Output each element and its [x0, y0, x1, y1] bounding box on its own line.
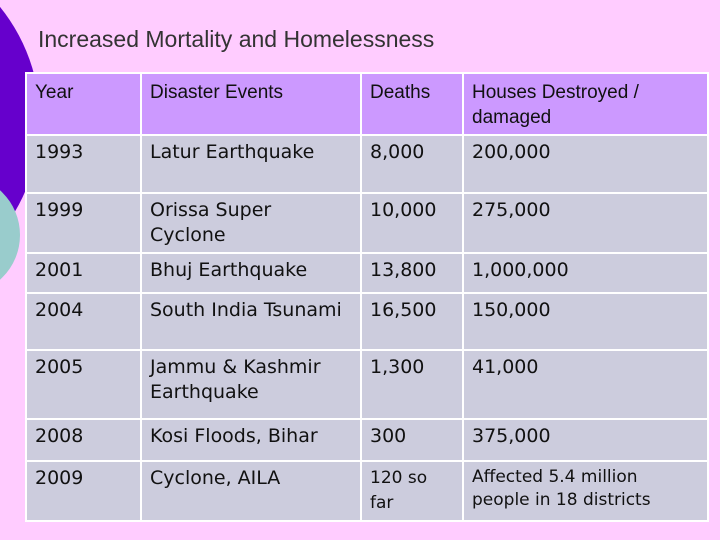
cell-event: South India Tsunami — [141, 293, 361, 350]
cell-year: 2008 — [26, 419, 141, 461]
cell-event: Jammu & Kashmir Earthquake — [141, 350, 361, 419]
cell-deaths: 13,800 — [361, 253, 463, 293]
header-deaths: Deaths — [361, 73, 463, 135]
cell-houses: 150,000 — [463, 293, 708, 350]
table-row — [26, 419, 708, 461]
header-year: Year — [26, 73, 141, 135]
header-houses: Houses Destroyed / damaged — [463, 73, 708, 135]
cell-year: 2001 — [26, 253, 141, 293]
page-title: Increased Mortality and Homelessness — [38, 26, 435, 52]
cell-year: 1993 — [26, 135, 141, 193]
table-row — [26, 350, 708, 419]
cell-houses: 41,000 — [463, 350, 708, 419]
table-row — [26, 293, 708, 350]
cell-deaths: 300 — [361, 419, 463, 461]
cell-deaths: 1,300 — [361, 350, 463, 419]
header-disaster-events: Disaster Events — [141, 73, 361, 135]
cell-deaths: 120 so far — [361, 461, 463, 521]
cell-event: Kosi Floods, Bihar — [141, 419, 361, 461]
cell-event: Latur Earthquake — [141, 135, 361, 193]
cell-year: 1999 — [26, 193, 141, 253]
cell-houses: 275,000 — [463, 193, 708, 253]
cell-event: Cyclone, AILA — [141, 461, 361, 521]
cell-year: 2009 — [26, 461, 141, 521]
table-header-row — [26, 73, 708, 135]
cell-event: Bhuj Earthquake — [141, 253, 361, 293]
cell-houses: 1,000,000 — [463, 253, 708, 293]
cell-deaths: 8,000 — [361, 135, 463, 193]
cell-deaths: 10,000 — [361, 193, 463, 253]
cell-houses: Affected 5.4 million people in 18 districts — [463, 461, 708, 521]
table-row — [26, 461, 708, 521]
cell-event: Orissa Super Cyclone — [141, 193, 361, 253]
table-row — [26, 193, 708, 253]
cell-deaths: 16,500 — [361, 293, 463, 350]
cell-year: 2005 — [26, 350, 141, 419]
disaster-table — [25, 72, 709, 522]
cell-houses: 200,000 — [463, 135, 708, 193]
table-row — [26, 253, 708, 293]
cell-houses: 375,000 — [463, 419, 708, 461]
cell-year: 2004 — [26, 293, 141, 350]
table-row — [26, 135, 708, 193]
